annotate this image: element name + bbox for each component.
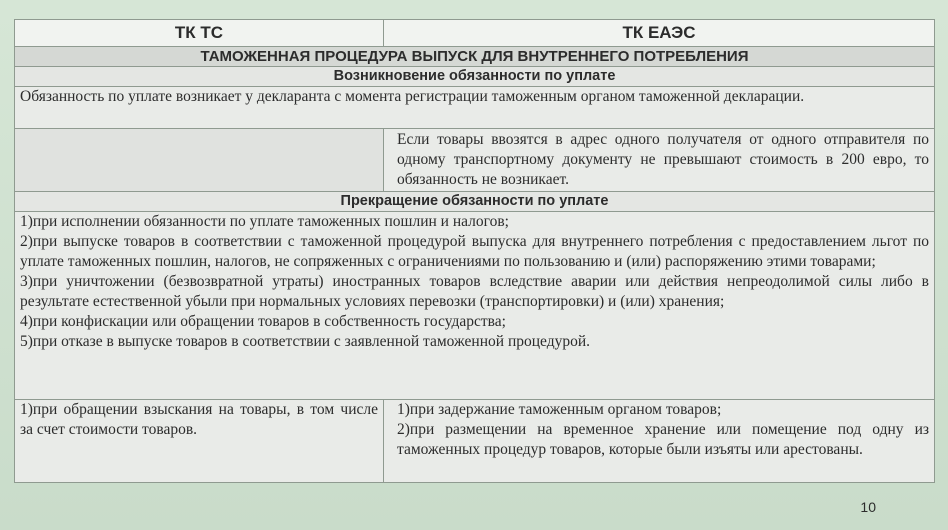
section2-right-item-2: 2)при размещении на временное хранение или помещение под одну из таможенных процедур товаров, которые были изъяты или арестованы. <box>397 421 929 458</box>
section1-title: Возникновение обязанности по уплате <box>15 67 935 87</box>
section1-right-text: Если товары ввозятся в адрес одного получателя от одного отправителя по одному транспортному документу не превышают стоимость в 200 евро, то обязанность не возникает. <box>384 129 935 192</box>
section2-item-3: 3)при уничтожении (безвозвратной утраты) иностранных товаров вследствие аварии или действия непреодолимой силы либо в результате естественной убыли при нормальных условиях перевозки (транспортировки) и (или) хранения; <box>20 273 929 310</box>
section2-common-cell <box>15 212 935 400</box>
section1-split-row <box>15 129 935 192</box>
section1-common-text: Обязанность по уплате возникает у декларанта с момента регистрации таможенным органом таможенной декларации. <box>15 87 935 129</box>
section2-item-1: 1)при исполнении обязанности по уплате таможенных пошлин и налогов; <box>20 213 509 230</box>
comparison-table <box>14 19 935 483</box>
section2-title-row <box>15 192 935 212</box>
section2-item-2: 2)при выпуске товаров в соответствии с таможенной процедурой выпуска для внутреннего потребления с предоставлением льгот по уплате таможенных пошлин, налогов, не сопряженных с ограничениями по пользованию и (или) распоряжению этими товарами; <box>20 233 929 270</box>
section2-right-cell <box>384 400 935 483</box>
section2-item-5: 5)при отказе в выпуске товаров в соответствии с заявленной таможенной процедурой. <box>20 333 591 350</box>
section2-split-row <box>15 400 935 483</box>
section2-item-4: 4)при конфискации или обращении товаров в собственность государства; <box>20 313 506 330</box>
procedure-title: ТАМОЖЕННАЯ ПРОЦЕДУРА ВЫПУСК ДЛЯ ВНУТРЕННЕГО ПОТРЕБЛЕНИЯ <box>15 47 935 67</box>
section2-right-item-1: 1)при задержание таможенным органом товаров; <box>397 401 722 418</box>
section2-common-row <box>15 212 935 400</box>
page-number: 10 <box>860 499 876 515</box>
table-header-row <box>15 20 935 47</box>
section1-common-row <box>15 87 935 129</box>
section2-title: Прекращение обязанности по уплате <box>15 192 935 212</box>
section2-left-text: 1)при обращении взыскания на товары, в том числе за счет стоимости товаров. <box>15 400 384 483</box>
section1-title-row <box>15 67 935 87</box>
header-tk-ts: ТК ТС <box>15 20 384 47</box>
procedure-title-row <box>15 47 935 67</box>
header-tk-eaes: ТК ЕАЭС <box>384 20 935 47</box>
section1-left-empty-cell <box>15 129 384 192</box>
